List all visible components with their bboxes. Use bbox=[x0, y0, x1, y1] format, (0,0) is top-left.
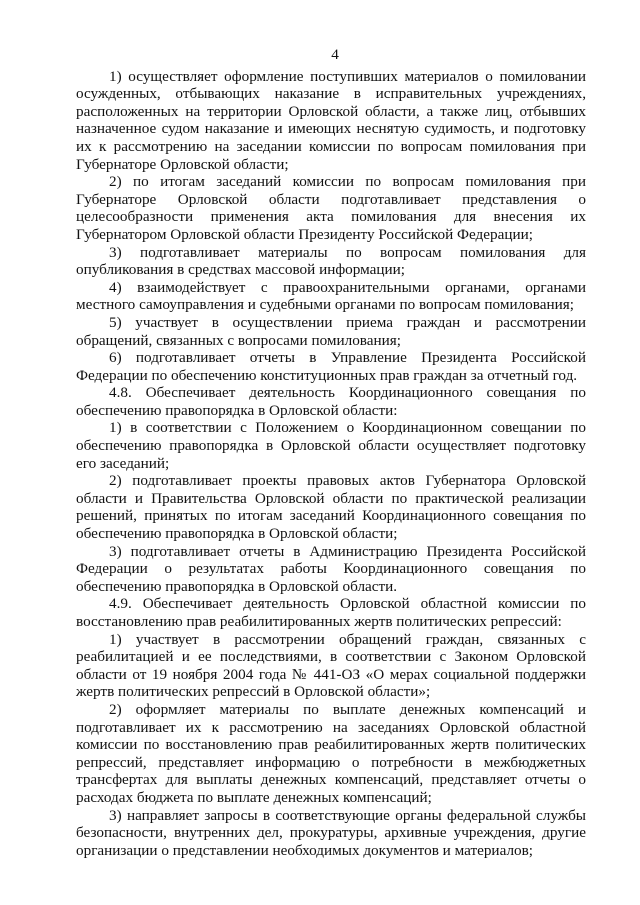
paragraph-4-9-2: 2) оформляет материалы по выплате денежных компенсаций и подготавливает их к рассмотрению на заседаниях Орловской областной комиссии по восстановлению прав реабилитированных жертв политических репрессий, представляет информацию о потребности в межбюджетных трансфертах для выплаты денежных компенсаций, представляет отчеты о расходах бюджета по выплате денежных компенсаций; bbox=[76, 700, 586, 806]
paragraph-4-8-2: 2) подготавливает проекты правовых актов Губернатора Орловской области и Правительства Орловской области по практической реализации решений, принятых по итогам заседаний Координационного совещания по обеспечению правопорядка в Орловской области; bbox=[76, 472, 586, 543]
page-number: 4 bbox=[331, 46, 339, 63]
paragraph-4-7-2: 2) по итогам заседаний комиссии по вопросам помилования при Губернаторе Орловской области подготавливает представления о целесообразности применения акта помилования для внесения их Губернатором Орловской области Президенту Российской Федерации; bbox=[76, 173, 586, 243]
paragraph-4-9-1: 1) участвует в рассмотрении обращений граждан, связанных с реабилитацией и ее последствиями, в соответствии с Законом Орловской области от 19 ноября 2004 года № 441-ОЗ «О мерах социальной поддержки жертв политических репрессий в Орловской области»; bbox=[76, 630, 586, 701]
paragraph-4-7-6: 6) подготавливает отчеты в Управление Президента Российской Федерации по обеспечению конституционных прав граждан за отчетный год. bbox=[76, 349, 586, 384]
section-4-8-heading: 4.8. Обеспечивает деятельность Координационного совещания по обеспечению правопорядка в Орловской области: bbox=[76, 384, 586, 419]
paragraph-4-7-5: 5) участвует в осуществлении приема граждан и рассмотрении обращений, связанных с вопросами помилования; bbox=[76, 313, 586, 349]
paragraph-4-9-3: 3) направляет запросы в соответствующие органы федеральной службы безопасности, внутренних дел, прокуратуры, архивные учреждения, другие организации о представлении необходимых документов и материалов; bbox=[76, 806, 586, 859]
paragraph-4-7-4: 4) взаимодействует с правоохранительными органами, органами местного самоуправления и судебными органами по вопросам помилования; bbox=[76, 278, 586, 314]
paragraph-4-8-3: 3) подготавливает отчеты в Администрацию Президента Российской Федерации о результатах работы Координационного совещания по обеспечению правопорядка в Орловской области. bbox=[76, 542, 586, 595]
section-4-9-heading: 4.9. Обеспечивает деятельность Орловской областной комиссии по восстановлению прав реабилитированных жертв политических репрессий: bbox=[76, 595, 586, 630]
paragraph-4-8-1: 1) в соответствии с Положением о Координационном совещании по обеспечению правопорядка в Орловской области осуществляет подготовку его заседаний; bbox=[76, 419, 586, 472]
paragraph-4-7-1: 1) осуществляет оформление поступивших материалов о помиловании осужденных, отбывающих наказание в исправительных учреждениях, расположенных на территории Орловской области, а также лиц, отбывших назначенное судом наказание и имеющих неснятую судимость, и подготовку их к рассмотрению на заседании комиссии по вопросам помилования при Губернаторе Орловской области; bbox=[76, 67, 586, 173]
paragraph-4-7-3: 3) подготавливает материалы по вопросам помилования для опубликования в средствах массовой информации; bbox=[76, 243, 586, 279]
